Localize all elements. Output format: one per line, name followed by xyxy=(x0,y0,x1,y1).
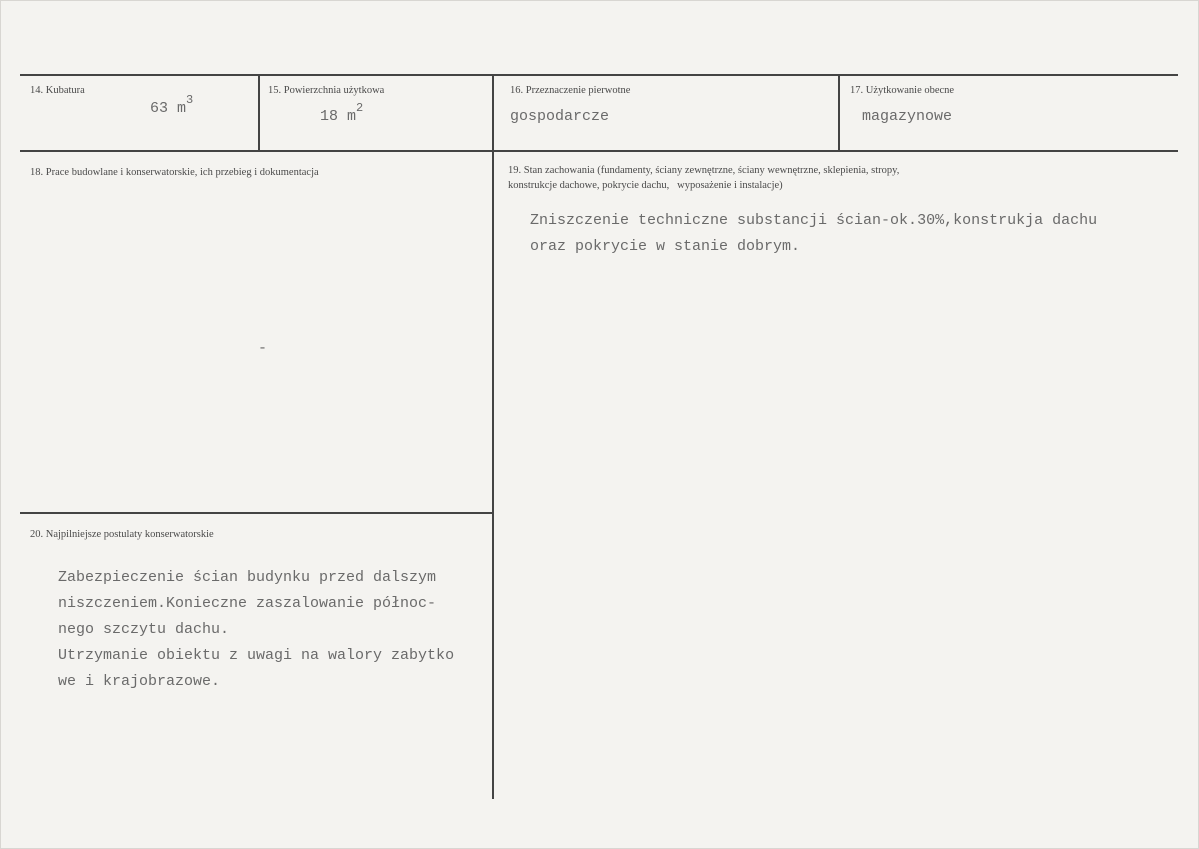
field-19-label-line2: konstrukcje dachowe, pokrycie dachu, wyposażenie i instalacje) xyxy=(508,180,783,191)
field-15-exponent: 2 xyxy=(356,101,364,115)
field-19-text-line1: Zniszczenie techniczne substancji ścian-ok.30%,konstrukja dachu xyxy=(530,212,1098,229)
field-18-value: - xyxy=(258,340,268,357)
field-15-label: 15. Powierzchnia użytkowa xyxy=(268,85,385,96)
field-20-line: Utrzymanie obiektu z uwagi na walory zabytko xyxy=(58,647,455,664)
top-rule xyxy=(20,74,1178,76)
field-19-label-line1: 19. Stan zachowania (fundamenty, ściany zewnętrzne, ściany wewnętrzne, sklepienia, stropy, xyxy=(508,165,900,176)
divider-14-15 xyxy=(258,74,260,151)
field-20-line: nego szczytu dachu. xyxy=(58,621,230,638)
field-20-line: niszczeniem.Konieczne zaszalowanie północ- xyxy=(58,595,437,612)
field-19-text-line2: oraz pokrycie w stanie dobrym. xyxy=(530,238,801,255)
field-20-line: we i krajobrazowe. xyxy=(58,673,221,690)
field-17-label: 17. Użytkowanie obecne xyxy=(850,85,955,96)
field-15-number: 18 m xyxy=(320,108,357,125)
section20-rule xyxy=(20,512,492,514)
divider-16-17 xyxy=(838,74,840,151)
field-14-value xyxy=(150,93,194,122)
row2-rule xyxy=(20,150,1178,152)
field-14-exponent: 3 xyxy=(186,93,194,107)
main-divider xyxy=(492,74,494,799)
field-16-value: gospodarcze xyxy=(510,108,610,125)
field-14-number: 63 m xyxy=(150,100,187,117)
field-17-value: magazynowe xyxy=(862,108,953,125)
field-18-label: 18. Prace budowlane i konserwatorskie, ich przebieg i dokumentacja xyxy=(30,167,319,178)
field-14-label: 14. Kubatura xyxy=(30,85,85,96)
field-20-line: Zabezpieczenie ścian budynku przed dalszym xyxy=(58,569,437,586)
field-16-label: 16. Przeznaczenie pierwotne xyxy=(510,85,631,96)
field-15-value xyxy=(320,101,364,130)
field-20-label: 20. Najpilniejsze postulaty konserwatorskie xyxy=(30,529,214,540)
